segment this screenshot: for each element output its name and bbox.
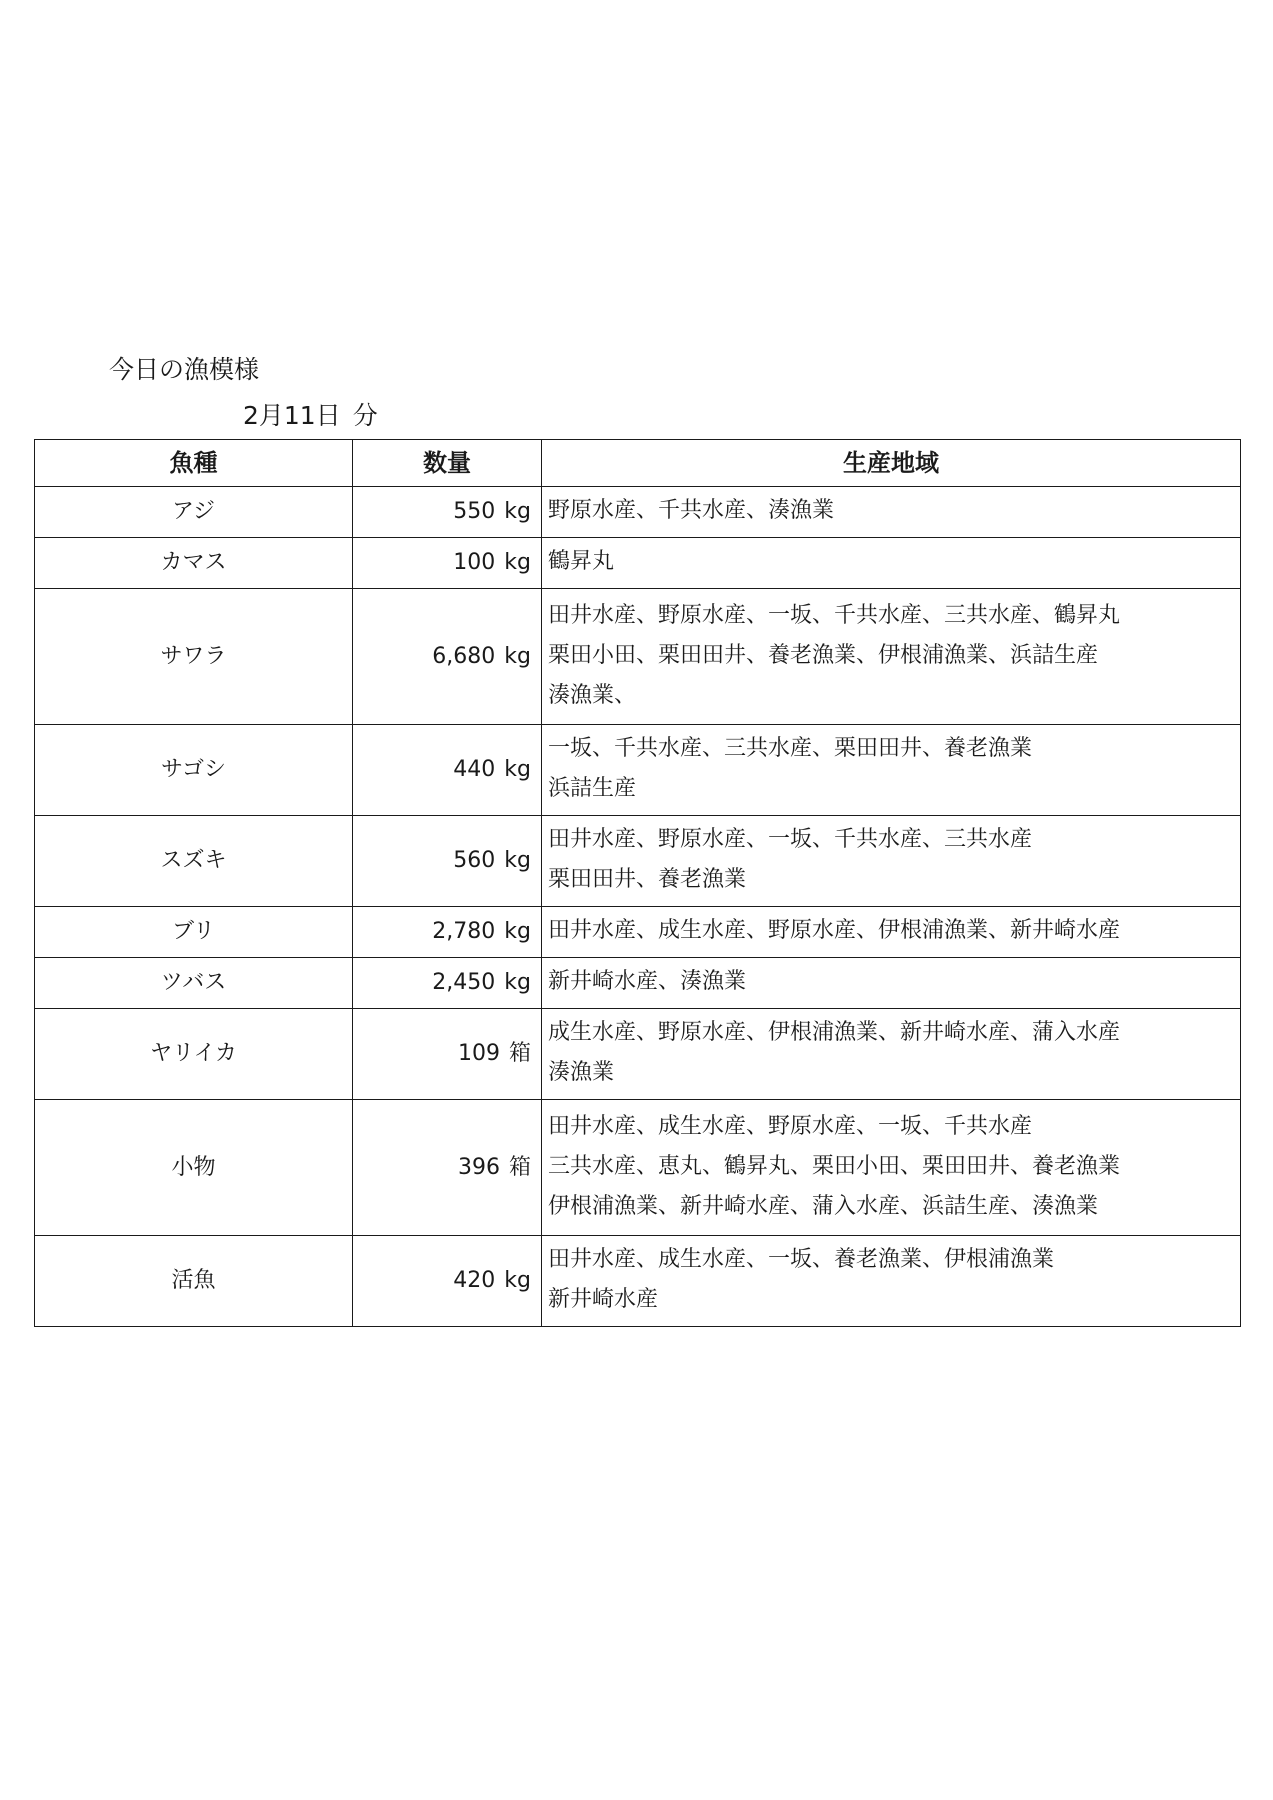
region-line: 一坂、千共水産、三共水産、栗田田井、養老漁業 (548, 736, 1033, 761)
species-cell: ツバス (35, 958, 353, 1009)
region-cell (542, 907, 1241, 958)
region-line: 鶴昇丸 (548, 549, 615, 574)
region-cell (542, 589, 1241, 725)
quantity-value: 2,780 (432, 919, 496, 944)
header-quantity: 数量 (353, 440, 542, 487)
quantity-unit: 箱 (508, 1154, 531, 1180)
region-cell (542, 487, 1241, 538)
table-body (35, 487, 1241, 1327)
quantity-value: 100 (453, 550, 496, 575)
species-cell: 小物 (35, 1100, 353, 1236)
region-line: 新井崎水産 (548, 1287, 659, 1312)
region-line: 田井水産、成生水産、一坂、養老漁業、伊根浦漁業 (548, 1247, 1055, 1272)
region-line: 田井水産、成生水産、野原水産、伊根浦漁業、新井崎水産 (548, 918, 1121, 943)
region-line: 栗田小田、栗田田井、養老漁業、伊根浦漁業、浜詰生産 (548, 642, 1099, 668)
table-row (35, 1009, 1241, 1100)
quantity-value: 420 (453, 1268, 496, 1293)
quantity-cell (353, 958, 542, 1009)
region-cell (542, 1009, 1241, 1100)
region-line: 田井水産、野原水産、一坂、千共水産、三共水産、鶴昇丸 (548, 602, 1121, 628)
table-row (35, 725, 1241, 816)
report-date (243, 398, 378, 434)
region-line: 伊根浦漁業、新井崎水産、蒲入水産、浜詰生産、湊漁業 (548, 1193, 1099, 1219)
region-line: 栗田田井、養老漁業 (548, 867, 747, 892)
species-cell: アジ (35, 487, 353, 538)
species-cell: 活魚 (35, 1236, 353, 1327)
quantity-unit: kg (504, 757, 531, 782)
table-row (35, 487, 1241, 538)
date-unit: 分 (352, 401, 378, 430)
region-cell (542, 725, 1241, 816)
region-line: 湊漁業、 (548, 682, 637, 708)
quantity-value: 440 (453, 757, 496, 782)
region-cell (542, 958, 1241, 1009)
table-row (35, 958, 1241, 1009)
species-cell: ヤリイカ (35, 1009, 353, 1100)
quantity-cell (353, 538, 542, 589)
table-row (35, 589, 1241, 725)
header-region: 生産地域 (542, 440, 1241, 487)
table-row (35, 1236, 1241, 1327)
page-title: 今日の漁模様 (109, 355, 260, 384)
table-row (35, 538, 1241, 589)
region-line: 成生水産、野原水産、伊根浦漁業、新井崎水産、蒲入水産 (548, 1020, 1121, 1045)
quantity-value: 109 (457, 1041, 500, 1066)
region-line: 浜詰生産 (548, 776, 637, 801)
species-cell: サワラ (35, 589, 353, 725)
quantity-unit: kg (504, 848, 531, 873)
species-cell: サゴシ (35, 725, 353, 816)
table-header-row (35, 440, 1241, 487)
quantity-cell (353, 1236, 542, 1327)
region-line: 湊漁業 (548, 1060, 615, 1085)
quantity-value: 2,450 (432, 970, 496, 995)
table-row (35, 907, 1241, 958)
table-row (35, 816, 1241, 907)
quantity-cell (353, 589, 542, 725)
region-cell (542, 538, 1241, 589)
region-line: 新井崎水産、湊漁業 (548, 969, 747, 994)
region-cell (542, 1236, 1241, 1327)
date-value: 2月11日 (243, 401, 341, 430)
species-cell: スズキ (35, 816, 353, 907)
quantity-cell (353, 907, 542, 958)
quantity-value: 6,680 (432, 643, 496, 669)
quantity-value: 550 (453, 499, 496, 524)
quantity-cell (353, 725, 542, 816)
quantity-value: 560 (453, 848, 496, 873)
species-cell: カマス (35, 538, 353, 589)
catch-table (34, 439, 1241, 1327)
species-cell: ブリ (35, 907, 353, 958)
region-cell (542, 816, 1241, 907)
quantity-cell (353, 816, 542, 907)
region-line: 野原水産、千共水産、湊漁業 (548, 498, 835, 523)
quantity-unit: kg (504, 919, 531, 944)
quantity-unit: kg (504, 550, 531, 575)
quantity-cell (353, 1100, 542, 1236)
region-line: 三共水産、恵丸、鶴昇丸、栗田小田、栗田田井、養老漁業 (548, 1153, 1121, 1179)
quantity-value: 396 (457, 1154, 500, 1180)
quantity-unit: kg (504, 970, 531, 995)
header-species: 魚種 (35, 440, 353, 487)
region-line: 田井水産、野原水産、一坂、千共水産、三共水産 (548, 827, 1033, 852)
table-row (35, 1100, 1241, 1236)
quantity-cell (353, 1009, 542, 1100)
region-cell (542, 1100, 1241, 1236)
quantity-cell (353, 487, 542, 538)
quantity-unit: 箱 (508, 1041, 531, 1066)
quantity-unit: kg (504, 643, 531, 669)
region-line: 田井水産、成生水産、野原水産、一坂、千共水産 (548, 1113, 1033, 1139)
quantity-unit: kg (504, 1268, 531, 1293)
quantity-unit: kg (504, 499, 531, 524)
